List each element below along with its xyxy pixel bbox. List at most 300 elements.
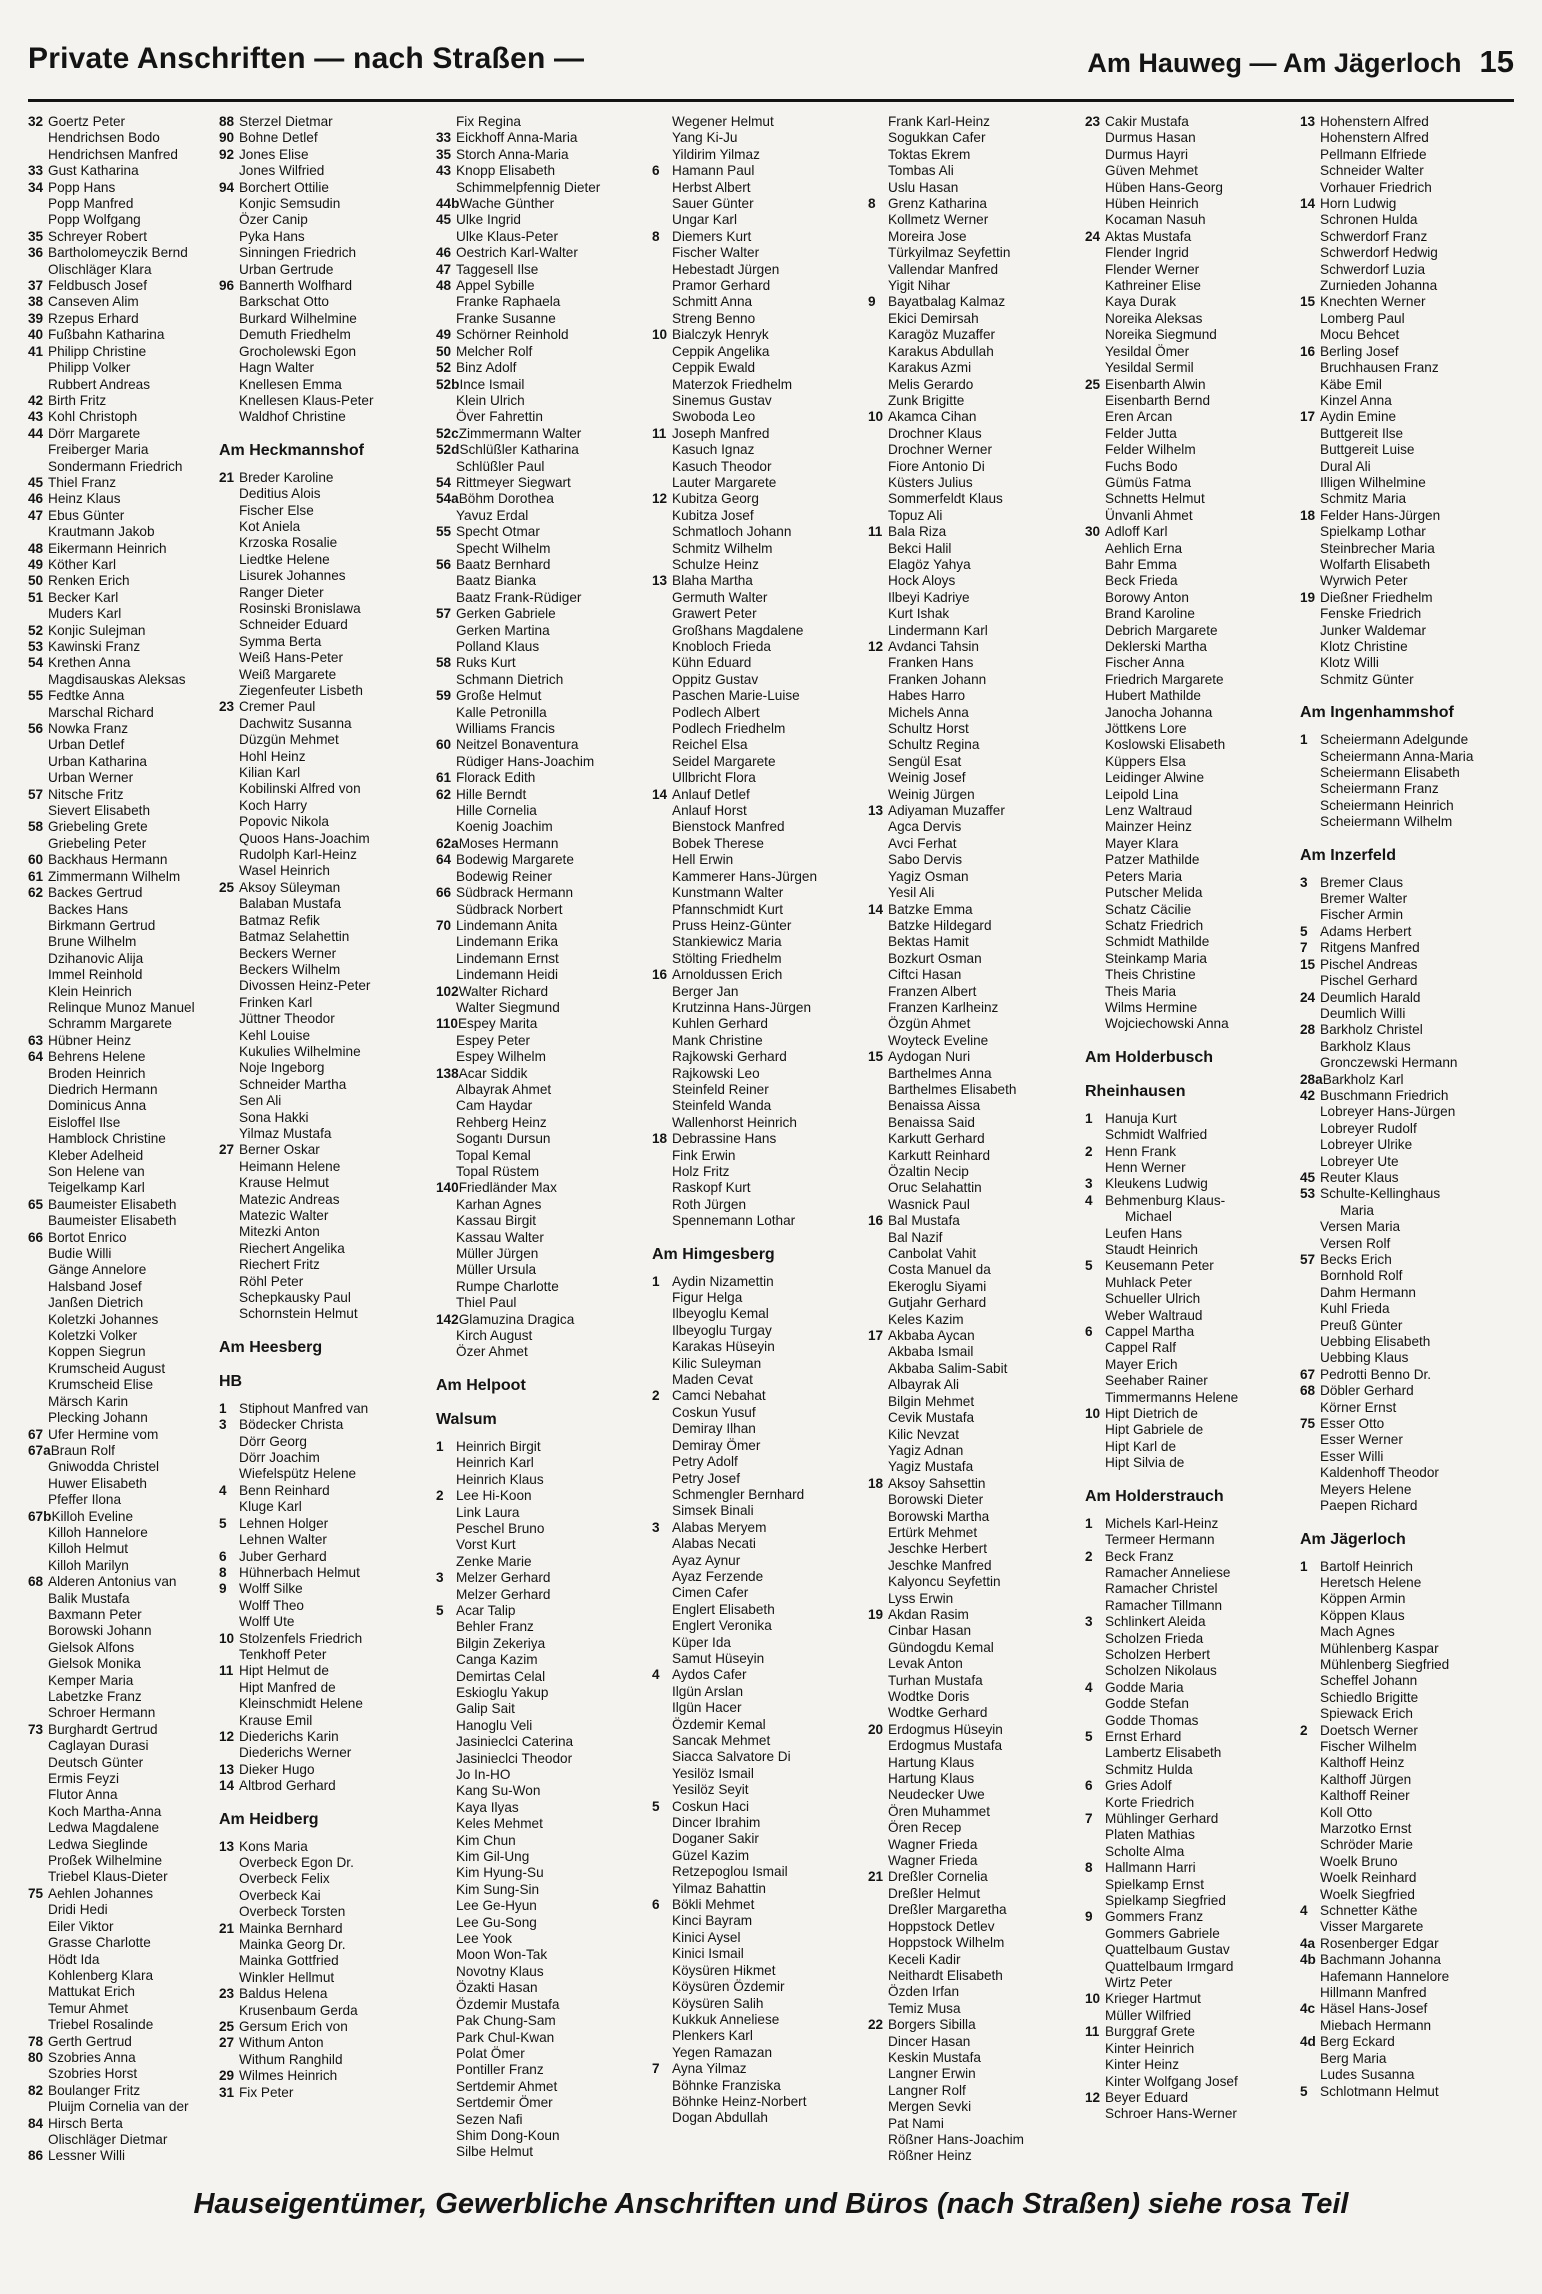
resident-name: Figur Helga [672, 1290, 743, 1306]
directory-entry [436, 1619, 648, 1635]
resident-name: Leufen Hans [1105, 1225, 1183, 1241]
resident-name: Demirtas Celal [456, 1668, 546, 1684]
resident-name: Kathreiner Elise [1105, 278, 1201, 294]
directory-entry [868, 869, 1080, 885]
resident-name: Akbaba Salim-Sabit [888, 1360, 1008, 1376]
directory-entry [1085, 1455, 1297, 1471]
resident-name: Scholzen Frieda [1105, 1630, 1204, 1646]
directory-entry [1085, 902, 1297, 918]
directory-entry [652, 1471, 864, 1487]
resident-name: Koch Martha-Anna [48, 1803, 162, 1819]
resident-name: Avci Ferhat [888, 835, 957, 851]
resident-name: Kinter Wolfgang Josef [1105, 2073, 1238, 2089]
resident-name: Retzepoglou Ismail [672, 1864, 788, 1880]
resident-name: Kinici Aysel [672, 1929, 741, 1945]
directory-entry [28, 196, 240, 212]
house-number: 25 [219, 879, 235, 895]
resident-name: Baatz Frank-Rüdiger [456, 589, 582, 605]
directory-entry [436, 426, 648, 442]
resident-name: Fischer Wilhelm [1320, 1738, 1417, 1754]
house-number: 6 [1085, 1324, 1093, 1340]
house-number: 2 [1085, 1548, 1093, 1564]
resident-name: Sondermann Friedrich [48, 458, 183, 474]
resident-name: Knellesen Emma [239, 376, 342, 392]
resident-name: Hendrichsen Bodo [48, 130, 160, 146]
directory-entry [868, 311, 1080, 327]
resident-name: Krethen Anna [48, 655, 131, 671]
directory-entry [652, 2078, 864, 2094]
resident-name: Dreßler Helmut [888, 1885, 981, 1901]
resident-name: Krieger Hartmut [1105, 1991, 1201, 2007]
resident-name: Durmus Hayri [1105, 146, 1189, 162]
directory-entry [436, 836, 648, 852]
directory-entry [1085, 1762, 1297, 1778]
directory-entry [28, 1607, 240, 1623]
house-number: 67 [1300, 1366, 1316, 1382]
directory-entry [219, 278, 431, 294]
resident-name: Karkutt Reinhard [888, 1147, 991, 1163]
resident-name: Maria [1340, 1202, 1374, 1218]
directory-entry [652, 1782, 864, 1798]
directory-entry [1300, 1952, 1512, 1968]
directory-entry [219, 880, 431, 896]
resident-name: Kasuch Ignaz [672, 442, 755, 458]
resident-name: Aksoy Sahsettin [888, 1475, 986, 1491]
resident-name: Plenkers Karl [672, 2028, 753, 2044]
directory-entry [28, 491, 240, 507]
directory-entry [219, 1093, 431, 1109]
directory-entry [652, 426, 864, 442]
directory-entry [1300, 1739, 1512, 1755]
directory-entry [868, 836, 1080, 852]
resident-name: Rudolph Karl-Heinz [239, 847, 357, 863]
directory-entry [28, 1787, 240, 1803]
resident-name: Schwerdorf Hedwig [1320, 245, 1438, 261]
resident-name: Sogantı Dursun [456, 1131, 551, 1147]
resident-name: Lindemann Ernst [456, 950, 559, 966]
resident-name: Blaha Martha [672, 573, 753, 589]
resident-name: Bruchhausen Franz [1320, 360, 1439, 376]
directory-entry [652, 311, 864, 327]
house-number: 11 [1085, 2024, 1100, 2040]
resident-name: Küppers Elsa [1105, 753, 1186, 769]
resident-name: Park Chul-Kwan [456, 2029, 555, 2045]
resident-name: Felder Hans-Jürgen [1320, 507, 1441, 523]
resident-name: Mocu Behcet [1320, 327, 1400, 343]
directory-entry [868, 787, 1080, 803]
resident-name: Winkler Hellmut [239, 1969, 335, 1985]
directory-entry [28, 623, 240, 639]
directory-entry [219, 360, 431, 376]
house-number: 44 [28, 425, 44, 441]
directory-entry [219, 1028, 431, 1044]
resident-name: Sezen Nafi [456, 2111, 523, 2127]
directory-entry [28, 1525, 240, 1541]
directory-entry [28, 393, 240, 409]
directory-entry [868, 1968, 1080, 1984]
resident-name: Seidel Margarete [672, 753, 776, 769]
directory-entry [652, 147, 864, 163]
directory-entry [652, 852, 864, 868]
directory-entry [436, 672, 648, 688]
directory-entry [1300, 1350, 1512, 1366]
directory-entry [868, 147, 1080, 163]
house-number: 55 [436, 524, 452, 540]
house-number: 45 [1300, 1169, 1316, 1185]
house-number: 47 [28, 507, 44, 523]
resident-name: Wiefelspütz Helene [239, 1466, 357, 1482]
house-number: 46 [28, 491, 44, 507]
directory-entry [868, 1984, 1080, 2000]
resident-name: Renken Erich [48, 573, 130, 589]
directory-entry [1300, 1498, 1512, 1514]
resident-name: Bahr Emma [1105, 556, 1177, 572]
directory-entry [652, 212, 864, 228]
directory-entry [28, 1869, 240, 1885]
resident-name: Coskun Yusuf [672, 1404, 756, 1420]
resident-name: Stölting Friedhelm [672, 950, 782, 966]
house-number: 4 [1300, 1903, 1308, 1919]
resident-name: Demiray Ömer [672, 1437, 761, 1453]
resident-name: Kang Su-Won [456, 1783, 541, 1799]
resident-name: Müller Wilfried [1105, 2007, 1192, 2023]
directory-entry [28, 1049, 240, 1065]
directory-entry [868, 770, 1080, 786]
house-number: 60 [436, 737, 452, 753]
directory-entry [219, 1729, 431, 1745]
directory-entry [1300, 524, 1512, 540]
resident-name: Gündogdu Kemal [888, 1639, 994, 1655]
resident-name: Bektas Hamit [888, 934, 969, 950]
directory-entry [652, 606, 864, 622]
directory-entry [436, 655, 648, 671]
directory-entry [652, 377, 864, 393]
house-number: 5 [1085, 1728, 1093, 1744]
resident-name: Schnetts Helmut [1105, 491, 1205, 507]
directory-entry [652, 1569, 864, 1585]
resident-name: Aehlich Erna [1105, 540, 1183, 556]
house-number: 14 [652, 786, 668, 802]
directory-entry [436, 1455, 648, 1471]
directory-entry [652, 819, 864, 835]
resident-name: Karakus Abdullah [888, 343, 994, 359]
directory-entry [868, 951, 1080, 967]
directory-entry [1300, 1383, 1512, 1399]
directory-entry [219, 409, 431, 425]
resident-name: Quoos Hans-Joachim [239, 830, 370, 846]
directory-entry [436, 262, 648, 278]
resident-name: Hanuja Kurt [1105, 1110, 1177, 1126]
house-number: 36 [28, 245, 44, 261]
resident-name: Gersum Erich von [239, 2019, 348, 2035]
directory-entry [219, 1126, 431, 1142]
house-number: 54a [436, 491, 459, 507]
resident-name: Kalthoff Reiner [1320, 1788, 1410, 1804]
resident-name: Kalle Petronilla [456, 704, 547, 720]
resident-name: Karakus Azmi [888, 360, 972, 376]
footer-note: Hauseigentümer, Gewerbliche Anschriften und Büros (nach Straßen) siehe rosa Teil [193, 2188, 1349, 2220]
resident-name: Hipt Manfred de [239, 1679, 336, 1695]
resident-name: Hubert Mathilde [1105, 688, 1201, 704]
resident-name: Lindemann Heidi [456, 967, 559, 983]
directory-entry [1085, 196, 1297, 212]
resident-name: Frinken Karl [239, 994, 313, 1010]
directory-entry [219, 650, 431, 666]
directory-entry [1085, 1242, 1297, 1258]
directory-entry [652, 1897, 864, 1913]
resident-name: Grasse Charlotte [48, 1935, 151, 1951]
directory-entry [1085, 1942, 1297, 1958]
directory-entry [219, 344, 431, 360]
resident-name: Ramacher Tillmann [1105, 1597, 1223, 1613]
directory-entry [868, 1623, 1080, 1639]
directory-entry [436, 1964, 648, 1980]
resident-name: Schnetter Käthe [1320, 1903, 1418, 1919]
directory-column [28, 114, 240, 2165]
resident-name: Diedrich Hermann [48, 1081, 158, 1097]
directory-entry [436, 459, 648, 475]
directory-entry [1300, 1690, 1512, 1706]
house-number: 27 [219, 1142, 235, 1158]
resident-name: Yigit Nihar [888, 278, 951, 294]
house-number: 49 [28, 556, 44, 572]
resident-name: Hüben Heinrich [1105, 196, 1199, 212]
directory-entry [1300, 1416, 1512, 1432]
resident-name: Lehnen Holger [239, 1515, 329, 1531]
resident-name: Matezic Walter [239, 1208, 329, 1223]
resident-name: Popp Manfred [48, 196, 134, 212]
resident-name: Schultz Horst [888, 721, 969, 737]
resident-name: Kinici Ismail [672, 1946, 744, 1962]
resident-name: Knopp Elisabeth [456, 163, 556, 179]
resident-name: Aydogan Nuri [888, 1049, 971, 1065]
resident-name: Koslowski Elisabeth [1105, 737, 1226, 753]
directory-entry [1085, 1209, 1297, 1225]
house-number: 39 [28, 310, 44, 326]
directory-entry [28, 459, 240, 475]
resident-name: Philipp Volker [48, 360, 131, 376]
directory-entry [1085, 1827, 1297, 1843]
resident-name: Hipt Helmut de [239, 1663, 329, 1679]
resident-name: Baldus Helena [239, 1986, 328, 2002]
house-number: 60 [28, 852, 44, 868]
directory-entry [436, 524, 648, 540]
resident-name: Schörner Reinhold [456, 327, 569, 343]
directory-entry [436, 327, 648, 343]
resident-name: Lindermann Karl [888, 622, 988, 638]
directory-entry [652, 1602, 864, 1618]
directory-entry [1300, 1591, 1512, 1607]
directory-entry [436, 902, 648, 918]
house-number: 70 [436, 917, 452, 933]
directory-entry [1300, 1268, 1512, 1284]
directory-entry [219, 732, 431, 748]
directory-entry [652, 639, 864, 655]
directory-entry [868, 1673, 1080, 1689]
resident-name: Ceppik Ewald [672, 360, 756, 376]
directory-entry [652, 2045, 864, 2061]
directory-entry [652, 1520, 864, 1536]
house-number: 64 [28, 1049, 44, 1065]
directory-entry [1085, 426, 1297, 442]
house-number: 10 [1085, 1406, 1101, 1422]
directory-entry [436, 2112, 648, 2128]
directory-entry [219, 1647, 431, 1663]
resident-name: Elagöz Yahya [888, 556, 971, 572]
house-number: 6 [652, 1897, 660, 1913]
directory-entry [868, 262, 1080, 278]
directory-entry [1085, 147, 1297, 163]
directory-entry [1085, 393, 1297, 409]
directory-entry [1300, 1186, 1512, 1202]
directory-entry [652, 721, 864, 737]
directory-entry [219, 147, 431, 163]
resident-name: Kalyoncu Seyfettin [888, 1574, 1001, 1590]
resident-name: Özer Canip [239, 212, 308, 228]
directory-entry [652, 491, 864, 507]
resident-name: Sinemus Gustav [672, 392, 772, 408]
resident-name: Diederichs Karin [239, 1728, 339, 1744]
directory-entry [436, 1488, 648, 1504]
directory-entry [868, 1804, 1080, 1820]
directory-entry [28, 2066, 240, 2082]
resident-name: Schreyer Robert [48, 228, 147, 244]
directory-entry [219, 1680, 431, 1696]
house-number: 54 [436, 474, 452, 490]
resident-name: Wojciechowski Anna [1105, 1016, 1229, 1032]
resident-name: Erdogmus Mustafa [888, 1738, 1003, 1754]
house-number: 3 [436, 1570, 444, 1586]
directory-entry [436, 1295, 648, 1311]
resident-name: Link Laura [456, 1504, 520, 1520]
house-number: 10 [1085, 1991, 1101, 2007]
directory-entry [1085, 1565, 1297, 1581]
resident-name: Heimann Helene [239, 1158, 341, 1174]
directory-entry [28, 1312, 240, 1328]
resident-name: Zimmermann Wilhelm [48, 868, 181, 884]
directory-entry [219, 1937, 431, 1953]
directory-entry [652, 2012, 864, 2028]
house-number: 13 [219, 1761, 235, 1777]
directory-entry [1085, 1844, 1297, 1860]
directory-entry [436, 491, 648, 507]
resident-name: Scholte Alma [1105, 1843, 1185, 1859]
resident-name: Kollmetz Werner [888, 212, 989, 228]
house-number: 7 [652, 2061, 660, 2077]
resident-name: Keskin Mustafa [888, 2049, 981, 2065]
directory-entry [652, 1503, 864, 1519]
directory-entry [219, 377, 431, 393]
resident-name: Thiel Paul [456, 1295, 517, 1311]
resident-name: Samut Hüseyin [672, 1650, 765, 1666]
resident-name: Dießner Friedhelm [1320, 589, 1433, 605]
directory-entry [1300, 814, 1512, 830]
resident-name: Kawinski Franz [48, 639, 141, 654]
resident-name: Hirsch Berta [48, 2115, 123, 2131]
directory-entry [28, 1262, 240, 1278]
resident-name: Jeschke Herbert [888, 1541, 987, 1557]
directory-entry [652, 787, 864, 803]
resident-name: Sauer Günter [672, 196, 754, 212]
directory-entry [1085, 934, 1297, 950]
resident-name: Olischläger Dietmar [48, 2131, 168, 2147]
resident-name: Güzel Kazim [672, 1847, 750, 1863]
directory-entry [436, 1312, 648, 1328]
resident-name: Muders Karl [48, 606, 122, 622]
directory-entry [28, 245, 240, 261]
resident-name: Pischel Gerhard [1320, 973, 1418, 989]
directory-entry [1085, 1324, 1297, 1340]
directory-entry [219, 503, 431, 519]
directory-entry [652, 278, 864, 294]
resident-name: Gronczewski Hermann [1320, 1055, 1458, 1071]
directory-entry [1085, 967, 1297, 983]
resident-name: Backhaus Hermann [48, 852, 168, 868]
resident-name: Mank Christine [672, 1032, 763, 1048]
resident-name: Ilbeyoglu Kemal [672, 1306, 769, 1322]
directory-entry [652, 1115, 864, 1131]
street-heading: Am Inzerfeld [1300, 846, 1397, 864]
directory-entry [28, 1509, 240, 1525]
house-number: 34 [28, 179, 44, 195]
resident-name: Polland Klaus [456, 639, 540, 654]
directory-entry [868, 1394, 1080, 1410]
house-number: 9 [1085, 1909, 1093, 1925]
directory-entry [1085, 1000, 1297, 1016]
directory-entry [219, 683, 431, 699]
resident-name: Ceppik Angelika [672, 343, 770, 359]
directory-entry [1300, 344, 1512, 360]
directory-entry [1300, 1854, 1512, 1870]
resident-name: Ebus Günter [48, 507, 125, 523]
directory-entry [436, 2128, 648, 2144]
directory-entry [652, 114, 864, 130]
directory-entry [436, 360, 648, 376]
directory-entry [436, 377, 648, 393]
resident-name: Bachmann Johanna [1320, 1952, 1441, 1968]
directory-entry [219, 552, 431, 568]
directory-entry [219, 393, 431, 409]
resident-name: Schmitz Wilhelm [672, 540, 773, 556]
resident-name: Ulke Ingrid [456, 212, 521, 228]
directory-entry [1300, 1055, 1512, 1071]
directory-entry [28, 2017, 240, 2033]
resident-name: Rosinski Bronislawa [239, 600, 361, 616]
resident-name: Dörr Margarete [48, 425, 141, 441]
directory-entry [1085, 491, 1297, 507]
house-number: 54 [28, 655, 44, 671]
directory-entry [652, 1000, 864, 1016]
resident-name: Doetsch Werner [1320, 1722, 1418, 1738]
house-number: 53 [1300, 1186, 1316, 1202]
house-number: 6 [1085, 1778, 1093, 1794]
directory-entry [219, 699, 431, 715]
directory-entry [1300, 327, 1512, 343]
resident-name: Philipp Christine [48, 343, 147, 359]
directory-entry [868, 278, 1080, 294]
house-number: 43 [436, 163, 452, 179]
resident-name: Uebbing Klaus [1320, 1350, 1409, 1366]
directory-entry [1300, 672, 1512, 688]
directory-entry [219, 962, 431, 978]
resident-name: Yavuz Erdal [456, 507, 529, 523]
directory-entry [436, 606, 648, 622]
directory-entry [28, 180, 240, 196]
directory-entry [868, 1722, 1080, 1738]
resident-name: Kalthoff Jürgen [1320, 1771, 1412, 1787]
resident-name: Bilgin Zekeriya [456, 1635, 546, 1651]
directory-entry [28, 1656, 240, 1672]
